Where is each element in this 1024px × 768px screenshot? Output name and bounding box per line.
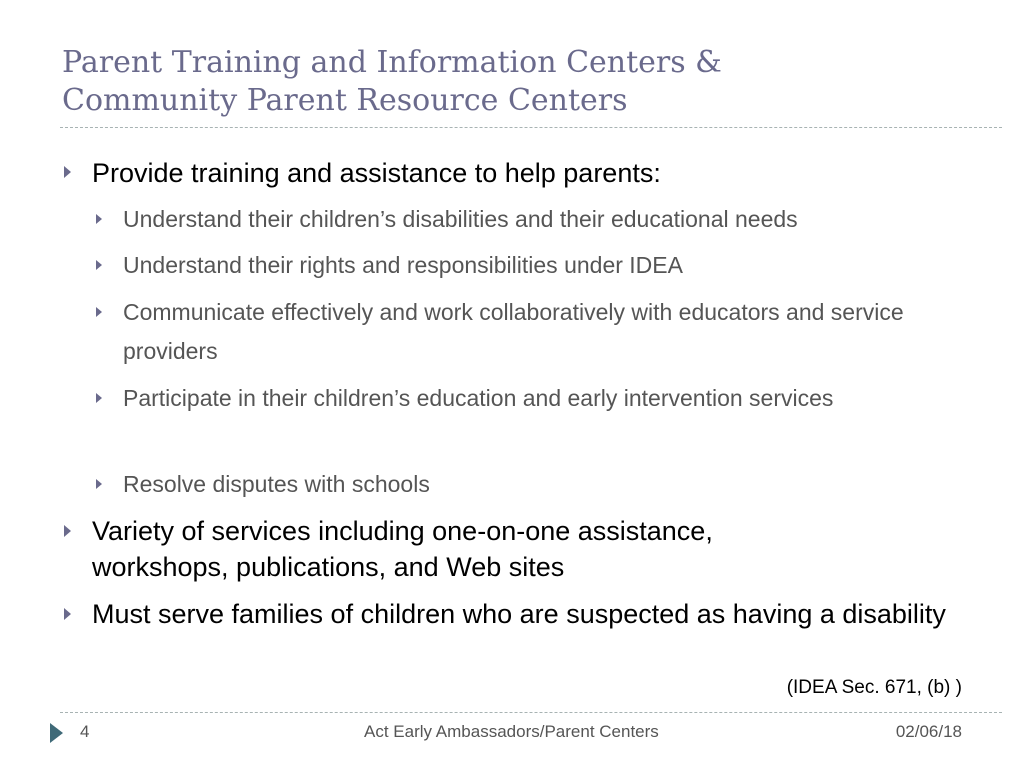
- slide-title-line-1: Parent Training and Information Centers &: [62, 45, 722, 80]
- footer-date: 02/06/18: [895, 722, 962, 741]
- slide-number: 4: [80, 722, 90, 741]
- bullet-arrow-icon: [64, 525, 71, 537]
- bullet-arrow-icon: [96, 260, 102, 270]
- footer-divider: [60, 712, 1002, 713]
- slide-title-line-2: Community Parent Resource Centers: [62, 83, 628, 118]
- bullet-arrow-icon: [96, 393, 102, 403]
- bullet-arrow-icon: [96, 307, 102, 317]
- bullet-arrow-icon: [64, 166, 71, 178]
- bullet-level2: Communicate effectively and work collaboratively with educators and service providers: [123, 299, 904, 364]
- bullet-level2: Understand their rights and responsibilities under IDEA: [123, 252, 683, 278]
- bullet-level1: Provide training and assistance to help parents:: [92, 158, 661, 188]
- bullet-level1: Variety of services including one-on-one assistance, workshops, publications, and Web sites: [92, 516, 713, 582]
- bullet-level2: Understand their children’s disabilities and their educational needs: [123, 206, 798, 232]
- bullet-arrow-icon: [64, 608, 71, 620]
- bullet-arrow-icon: [96, 214, 102, 224]
- footer-arrow-icon: [50, 723, 63, 743]
- slide-title: [62, 44, 962, 120]
- footer-text: Act Early Ambassadors/Parent Centers: [364, 722, 659, 741]
- bullet-level2: Resolve disputes with schools: [123, 471, 430, 497]
- title-divider: [60, 127, 1002, 128]
- citation: (IDEA Sec. 671, (b) ): [786, 677, 962, 698]
- bullet-level2: Participate in their children’s education and early intervention services: [123, 385, 834, 411]
- bullet-level1: Must serve families of children who are suspected as having a disability: [92, 599, 946, 629]
- bullet-arrow-icon: [96, 479, 102, 489]
